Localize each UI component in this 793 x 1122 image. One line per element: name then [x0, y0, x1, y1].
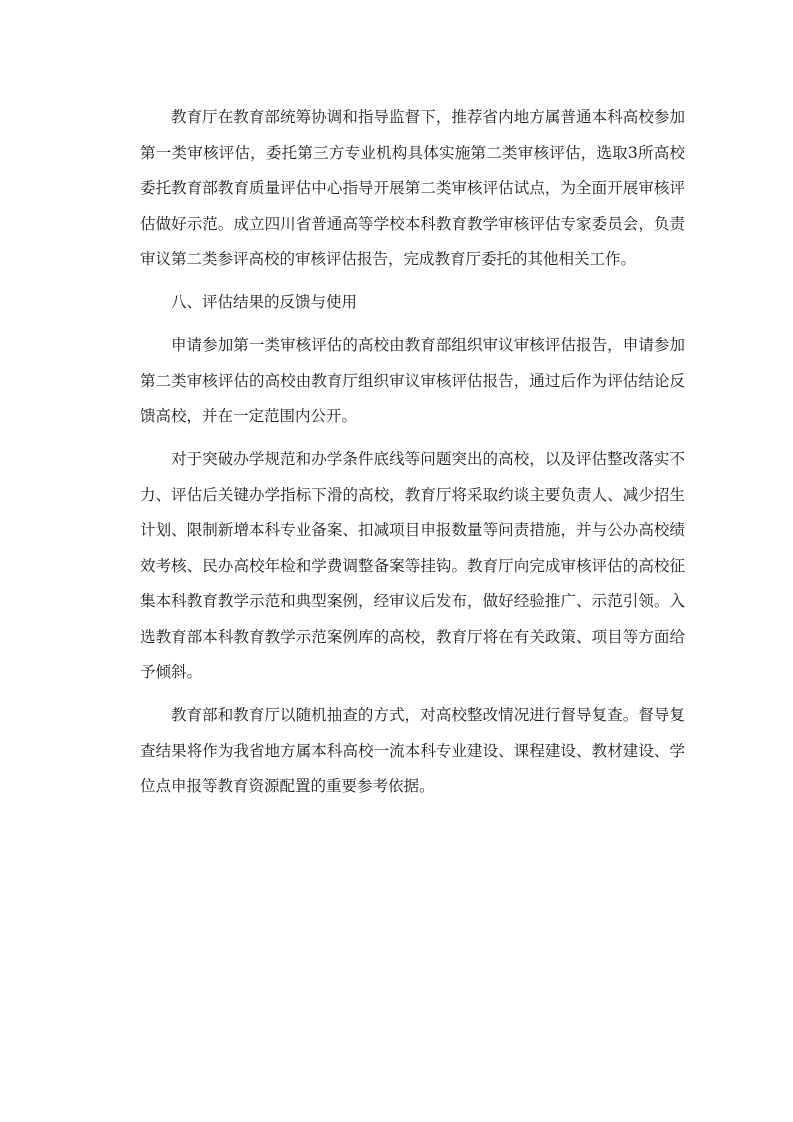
paragraph-report-review: 申请参加第一类审核评估的高校由教育部组织审议审核评估报告，申请参加第二类审核评估的高校由教育厅组织审议审核评估报告，通过后作为评估结论反馈高校，并在一定范围内公开。	[140, 335, 685, 426]
paragraph-gap	[140, 321, 685, 328]
paragraph-gap	[140, 435, 685, 442]
document-body	[140, 100, 685, 805]
paragraph-accountability-measures: 对于突破办学规范和办学条件底线等问题突出的高校，以及评估整改落实不力、评估后关键办学指标下滑的高校，教育厅将采取约谈主要负责人、减少招生计划、限制新增本科专业备案、扣减项目申报数量等问责措施，并与公办高校绩效考核、民办高校年检和学费调整备案等挂钩。教育厅向完成审核评估的高校征集本科教育教学示范和典型案例，经审议后发布，做好经验推广、示范引领。入选教育部本科教育教学示范案例库的高校，教育厅将在有关政策、项目等方面给予倾斜。	[140, 449, 685, 682]
paragraph-assessment-organization: 教育厅在教育部统筹协调和指导监督下，推荐省内地方属普通本科高校参加第一类审核评估，委托第三方专业机构具体实施第二类审核评估，选取3所高校委托教育部教育质量评估中心指导开展第二类审核评估试点，为全面开展审核评估做好示范。成立四川省普通高等学校本科教育教学审核评估专家委员会，负责审议第二类参评高校的审核评估报告，完成教育厅委托的其他相关工作。	[140, 108, 685, 269]
paragraph-gap	[140, 691, 685, 698]
paragraph-gap	[140, 278, 685, 285]
section-heading-feedback-and-use: 八、评估结果的反馈与使用	[171, 293, 358, 312]
paragraph-supervision-review: 教育部和教育厅以随机抽查的方式，对高校整改情况进行督导复查。督导复查结果将作为我省地方属本科高校一流本科专业建设、课程建设、教材建设、学位点申报等教育资源配置的重要参考依据。	[140, 706, 685, 796]
